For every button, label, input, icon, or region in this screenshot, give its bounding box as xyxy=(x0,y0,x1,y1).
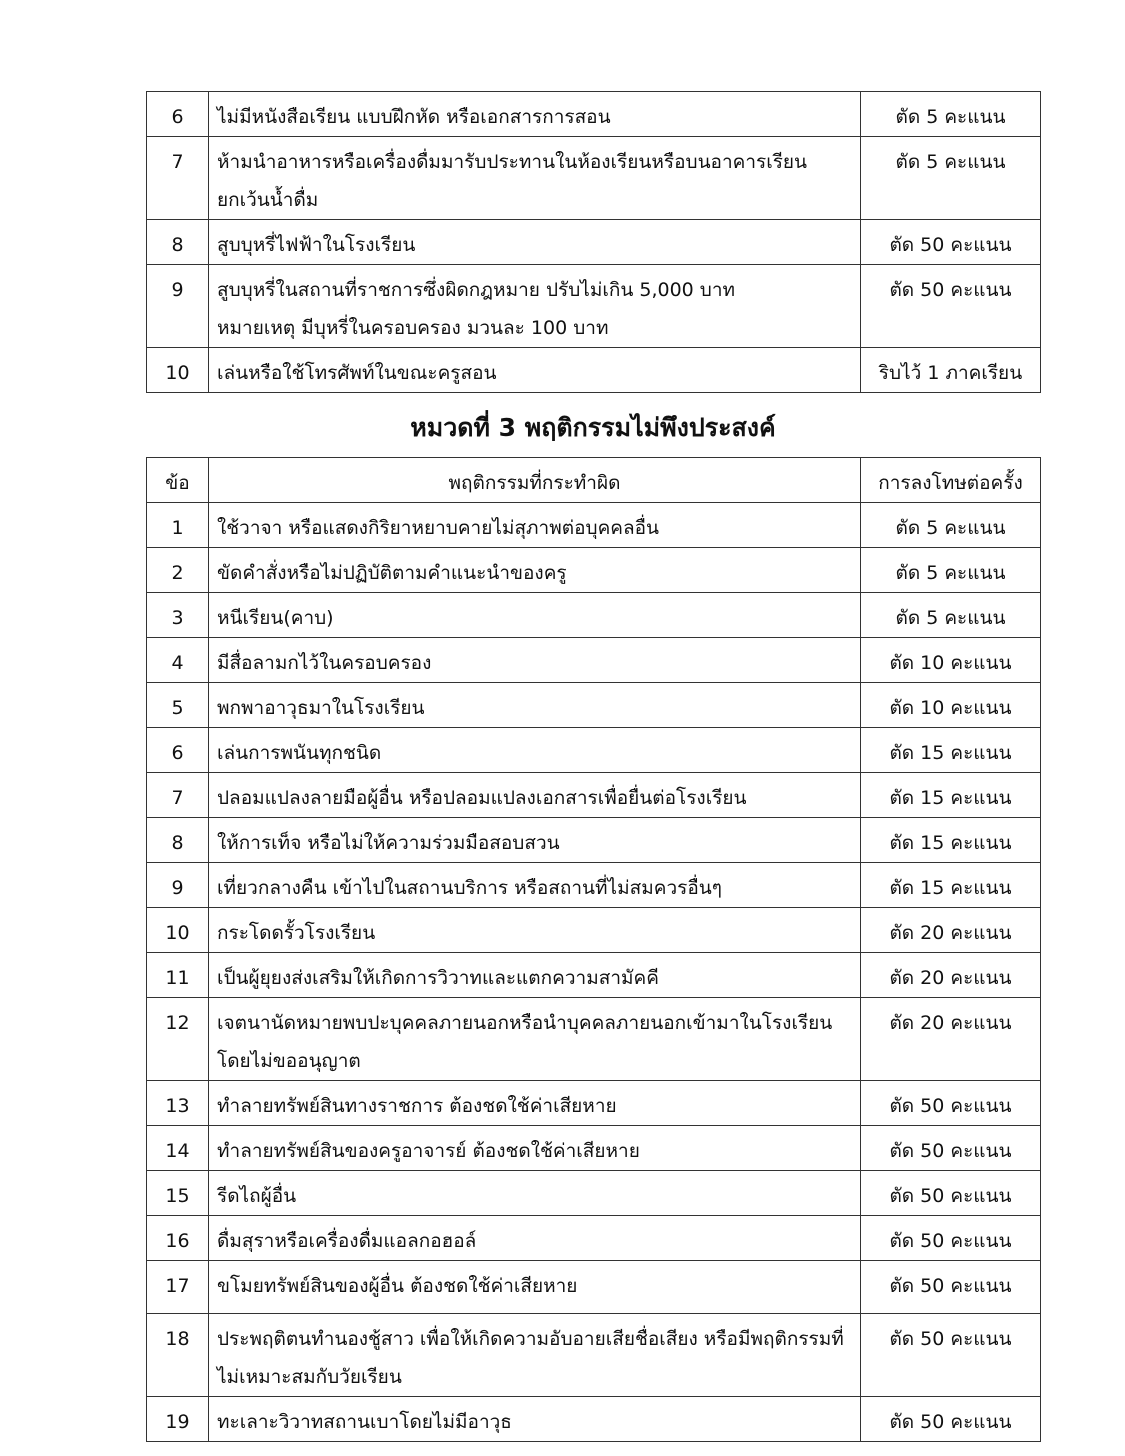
rule-penalty: ตัด 15 คะแนน xyxy=(861,773,1041,818)
rule-number: 2 xyxy=(147,548,209,593)
rule-description: เป็นผู้ยุยงส่งเสริมให้เกิดการวิวาทและแตกความสามัคคี xyxy=(209,953,861,998)
rule-number: 7 xyxy=(147,773,209,818)
rule-penalty: ตัด 15 คะแนน xyxy=(861,818,1041,863)
rule-penalty: ริบไว้ 1 ภาคเรียน xyxy=(861,348,1041,393)
table-row xyxy=(147,92,1041,137)
table-row xyxy=(147,1261,1041,1314)
rule-description: ใช้วาจา หรือแสดงกิริยาหยาบคายไม่สุภาพต่อบุคคลอื่น xyxy=(209,503,861,548)
rule-note-line: หมายเหตุ มีบุหรี่ในครอบครอง มวนละ 100 บาท xyxy=(217,317,609,339)
table-row xyxy=(147,728,1041,773)
rules-table-continued xyxy=(146,91,1041,393)
rule-number: 3 xyxy=(147,593,209,638)
table-row xyxy=(147,503,1041,548)
rule-penalty: ตัด 20 คะแนน xyxy=(861,998,1041,1081)
rule-description: พกพาอาวุธมาในโรงเรียน xyxy=(209,683,861,728)
rule-number: 16 xyxy=(147,1216,209,1261)
rule-penalty: ตัด 50 คะแนน xyxy=(861,220,1041,265)
rule-penalty: ตัด 5 คะแนน xyxy=(861,92,1041,137)
rule-number: 14 xyxy=(147,1126,209,1171)
rule-penalty: ตัด 5 คะแนน xyxy=(861,503,1041,548)
table-row xyxy=(147,683,1041,728)
rule-description: ทะเลาะวิวาทสถานเบาโดยไม่มีอาวุธ xyxy=(209,1397,861,1442)
table-row xyxy=(147,998,1041,1081)
table-row xyxy=(147,638,1041,683)
rule-penalty: ตัด 5 คะแนน xyxy=(861,137,1041,220)
table-row xyxy=(147,1314,1041,1397)
rule-penalty: ตัด 50 คะแนน xyxy=(861,1081,1041,1126)
rule-penalty: ตัด 10 คะแนน xyxy=(861,683,1041,728)
table-row xyxy=(147,863,1041,908)
table-row xyxy=(147,220,1041,265)
rule-penalty: ตัด 5 คะแนน xyxy=(861,593,1041,638)
rule-penalty: ตัด 10 คะแนน xyxy=(861,638,1041,683)
column-header-penalty: การลงโทษต่อครั้ง xyxy=(861,458,1041,503)
table-row xyxy=(147,953,1041,998)
rule-penalty: ตัด 50 คะแนน xyxy=(861,265,1041,348)
table-row xyxy=(147,548,1041,593)
column-header-behavior: พฤติกรรมที่กระทำผิด xyxy=(209,458,861,503)
table-row xyxy=(147,1397,1041,1442)
column-header-number: ข้อ xyxy=(147,458,209,503)
rule-penalty: ตัด 50 คะแนน xyxy=(861,1261,1041,1314)
rule-penalty: ตัด 15 คะแนน xyxy=(861,728,1041,773)
rule-number: 12 xyxy=(147,998,209,1081)
rule-description: ทำลายทรัพย์สินของครูอาจารย์ ต้องชดใช้ค่าเสียหาย xyxy=(209,1126,861,1171)
rule-description: เที่ยวกลางคืน เข้าไปในสถานบริการ หรือสถานที่ไม่สมควรอื่นๆ xyxy=(209,863,861,908)
table-row xyxy=(147,1171,1041,1216)
rule-description: ห้ามนำอาหารหรือเครื่องดื่มมารับประทานในห้องเรียนหรือบนอาคารเรียน ยกเว้นน้ำดื่ม xyxy=(209,137,861,220)
table-row xyxy=(147,818,1041,863)
rule-number: 9 xyxy=(147,863,209,908)
table-row xyxy=(147,1081,1041,1126)
rule-penalty: ตัด 50 คะแนน xyxy=(861,1171,1041,1216)
rules-table-section-3 xyxy=(146,457,1041,1442)
rule-number: 15 xyxy=(147,1171,209,1216)
rule-penalty: ตัด 20 คะแนน xyxy=(861,953,1041,998)
rule-description: ดื่มสุราหรือเครื่องดื่มแอลกอฮอล์ xyxy=(209,1216,861,1261)
rule-description xyxy=(209,265,861,348)
rule-number: 6 xyxy=(147,92,209,137)
rule-number: 18 xyxy=(147,1314,209,1397)
rule-description: ขโมยทรัพย์สินของผู้อื่น ต้องชดใช้ค่าเสียหาย xyxy=(209,1261,861,1314)
rule-description: ไม่มีหนังสือเรียน แบบฝึกหัด หรือเอกสารการสอน xyxy=(209,92,861,137)
table-row xyxy=(147,1216,1041,1261)
rule-description-line: สูบบุหรี่ในสถานที่ราชการซึ่งผิดกฎหมาย ปรับไม่เกิน 5,000 บาท xyxy=(217,279,736,301)
rule-penalty: ตัด 50 คะแนน xyxy=(861,1126,1041,1171)
rule-description: ทำลายทรัพย์สินทางราชการ ต้องชดใช้ค่าเสียหาย xyxy=(209,1081,861,1126)
rule-number: 1 xyxy=(147,503,209,548)
rule-description: เจตนานัดหมายพบปะบุคคลภายนอกหรือนำบุคคลภายนอกเข้ามาในโรงเรียนโดยไม่ขออนุญาต xyxy=(209,998,861,1081)
rule-description: มีสื่อลามกไว้ในครอบครอง xyxy=(209,638,861,683)
table-row xyxy=(147,137,1041,220)
table-row xyxy=(147,593,1041,638)
rule-description: ปลอมแปลงลายมือผู้อื่น หรือปลอมแปลงเอกสารเพื่อยื่นต่อโรงเรียน xyxy=(209,773,861,818)
rule-number: 8 xyxy=(147,220,209,265)
rule-description: หนีเรียน(คาบ) xyxy=(209,593,861,638)
rule-description: ประพฤติตนทำนองชู้สาว เพื่อให้เกิดความอับอายเสียชื่อเสียง หรือมีพฤติกรรมที่ไม่เหมาะสมกับวัยเรียน xyxy=(209,1314,861,1397)
rule-penalty: ตัด 50 คะแนน xyxy=(861,1397,1041,1442)
rule-number: 8 xyxy=(147,818,209,863)
section-heading: หมวดที่ 3 พฤติกรรมไม่พึงประสงค์ xyxy=(410,413,776,442)
rule-number: 4 xyxy=(147,638,209,683)
rule-description: ขัดคำสั่งหรือไม่ปฏิบัติตามคำแนะนำของครู xyxy=(209,548,861,593)
rule-penalty: ตัด 50 คะแนน xyxy=(861,1314,1041,1397)
rule-number: 10 xyxy=(147,348,209,393)
rule-description: เล่นหรือใช้โทรศัพท์ในขณะครูสอน xyxy=(209,348,861,393)
rule-number: 10 xyxy=(147,908,209,953)
rule-description: กระโดดรั้วโรงเรียน xyxy=(209,908,861,953)
rule-number: 5 xyxy=(147,683,209,728)
rule-number: 6 xyxy=(147,728,209,773)
table-row xyxy=(147,348,1041,393)
rule-number: 19 xyxy=(147,1397,209,1442)
table-row xyxy=(147,908,1041,953)
rule-number: 7 xyxy=(147,137,209,220)
rule-number: 13 xyxy=(147,1081,209,1126)
rule-penalty: ตัด 15 คะแนน xyxy=(861,863,1041,908)
rule-penalty: ตัด 20 คะแนน xyxy=(861,908,1041,953)
rule-description: สูบบุหรี่ไฟฟ้าในโรงเรียน xyxy=(209,220,861,265)
table-row xyxy=(147,773,1041,818)
rule-description: เล่นการพนันทุกชนิด xyxy=(209,728,861,773)
table-header-row xyxy=(147,458,1041,503)
rule-number: 11 xyxy=(147,953,209,998)
table-row xyxy=(147,265,1041,348)
rule-penalty: ตัด 5 คะแนน xyxy=(861,548,1041,593)
rule-number: 17 xyxy=(147,1261,209,1314)
rule-penalty: ตัด 50 คะแนน xyxy=(861,1216,1041,1261)
rule-number: 9 xyxy=(147,265,209,348)
table-row xyxy=(147,1126,1041,1171)
rule-description: รีดไถผู้อื่น xyxy=(209,1171,861,1216)
rule-description: ให้การเท็จ หรือไม่ให้ความร่วมมือสอบสวน xyxy=(209,818,861,863)
